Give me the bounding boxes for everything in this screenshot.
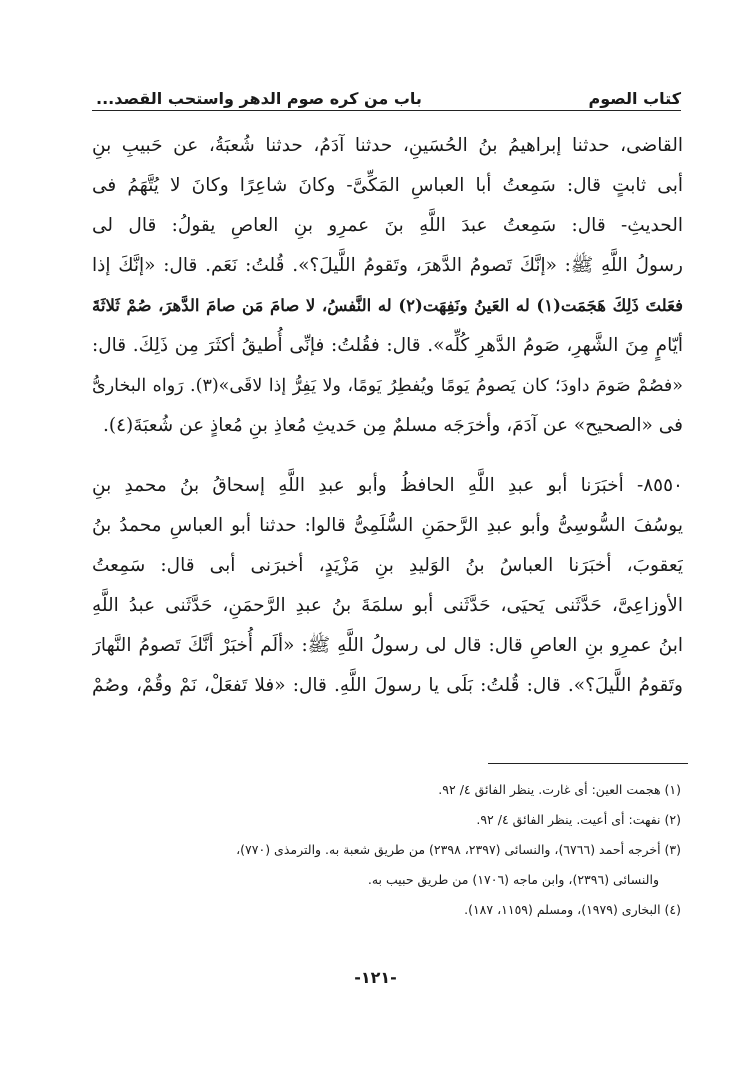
book-title: كتاب الصوم (588, 89, 681, 108)
hadith-8550-line: ٨٥٥٠- أخبَرَنا أبو عبدِ اللَّهِ الحافظُ وأبو عبدِ اللَّهِ إسحاقُ بنُ محمدِ بنِ (92, 475, 683, 496)
text-line: «فصُمْ صَومَ داودَ؛ كان يَصومُ يَومًا ويُفطِرُ يَومًا، ولا يَفِرُّ إذا لاقَى»(٣). رَواه البخارىُّ (92, 376, 683, 396)
running-header (96, 74, 681, 108)
text-line: يَعقوبَ، أخبَرَنا العباسُ بنُ الوَليدِ بنِ مَزْيَدٍ، أخبرَنى أبى قال: سَمِعتُ (92, 555, 683, 576)
text-line: أيّامٍ مِنَ الشَّهرِ، صَومُ الدَّهرِ كُلِّه». قال: فقُلتُ: فإنِّى أُطيقُ أكثَرَ مِن ذَلِكَ. قال: (92, 335, 683, 356)
footnote-3: (٣) أخرجه أحمد (٦٧٦٦)، والنسائى (٢٣٩٧، ٢٣٩٨) من طريق شعبة به. والترمذى (٧٧٠)، (236, 842, 681, 857)
footnote-2: (٢) نفهت: أى أعيت. ينظر الفائق ٤/ ٩٢. (476, 812, 681, 827)
footnote-divider (488, 763, 688, 764)
paragraph-gap (92, 446, 683, 466)
footnote-1: (١) هجمت العين: أى غارت. ينظر الفائق ٤/ ٩٢. (438, 782, 681, 797)
text-line: أبى ثابتٍ قال: سَمِعتُ أبا العباسِ المَكِّىَّ- وكانَ شاعِرًا وكانَ لا يُتَّهَمُ فى (92, 175, 683, 196)
text-line: الحديثِ- قال: سَمِعتُ عبدَ اللَّهِ بنَ عمرِو بنِ العاصِ يقولُ: قال لى (92, 215, 683, 236)
footnote-4: (٤) البخارى (١٩٧٩)، ومسلم (١١٥٩، ١٨٧). (464, 902, 681, 917)
text-line: فعَلتَ ذَلِكَ هَجَمَت(١) له العَينُ ونَفِهَت(٢) له النَّفسُ، لا صامَ مَن صامَ الدَّهرَ، صُمْ ثَلاثَةَ (92, 296, 683, 315)
footnotes (92, 775, 681, 925)
text-line: وتَقومُ اللَّيلَ؟». قال: قُلتُ: بَلَى يا رسولَ اللَّهِ. قال: «فلا تَفعَلْ، نَمْ وقُمْ، وصُمْ (92, 675, 683, 696)
page-number: -١٢١- (354, 968, 397, 987)
text-line: رسولُ اللَّهِ ﷺ: «إنَّكَ تَصومُ الدَّهرَ، وتَقومُ اللَّيلَ؟». قُلتُ: نَعَم. قال: «إنَّكَ إذا (92, 255, 683, 276)
text-line: ابنُ عمرِو بنِ العاصِ قال: قال لى رسولُ اللَّهِ ﷺ: «ألَم أُخبَرْ أنَّكَ تَصومُ النَّهارَ (92, 635, 683, 656)
footnote-3-continued: والنسائى (٢٣٩٦)، وابن ماجه (١٧٠٦) من طريق حبيب به. (367, 872, 659, 887)
text-line: القاضى، حدثنا إبراهيمُ بنُ الحُسَينِ، حدثنا آدَمُ، حدثنا شُعبَةُ، عن حَبيبِ بنِ (92, 135, 683, 156)
text-line: الأوزاعِىَّ، حَدَّثَنى يَحيَى، حَدَّثَنى أبو سلمَةَ بنُ عبدِ الرَّحمَنِ، حَدَّثَنى عبدُ اللَّهِ (92, 595, 683, 616)
text-line: فى «الصحيح» عن آدَمَ، وأخرَجَه مسلمٌ مِن حَديثِ مُعاذِ بنِ مُعاذٍ عن شُعبَةَ(٤). (102, 415, 683, 436)
main-text (92, 126, 683, 706)
header-divider (92, 110, 681, 111)
text-line: يوسُفَ السُّوسِىُّ وأبو عبدِ الرَّحمَنِ السُّلَمِىُّ قالوا: حدثنا أبو العباسِ محمدُ بنُ (92, 515, 683, 536)
chapter-title: باب من كره صوم الدهر واستحب القصد... (96, 89, 422, 108)
